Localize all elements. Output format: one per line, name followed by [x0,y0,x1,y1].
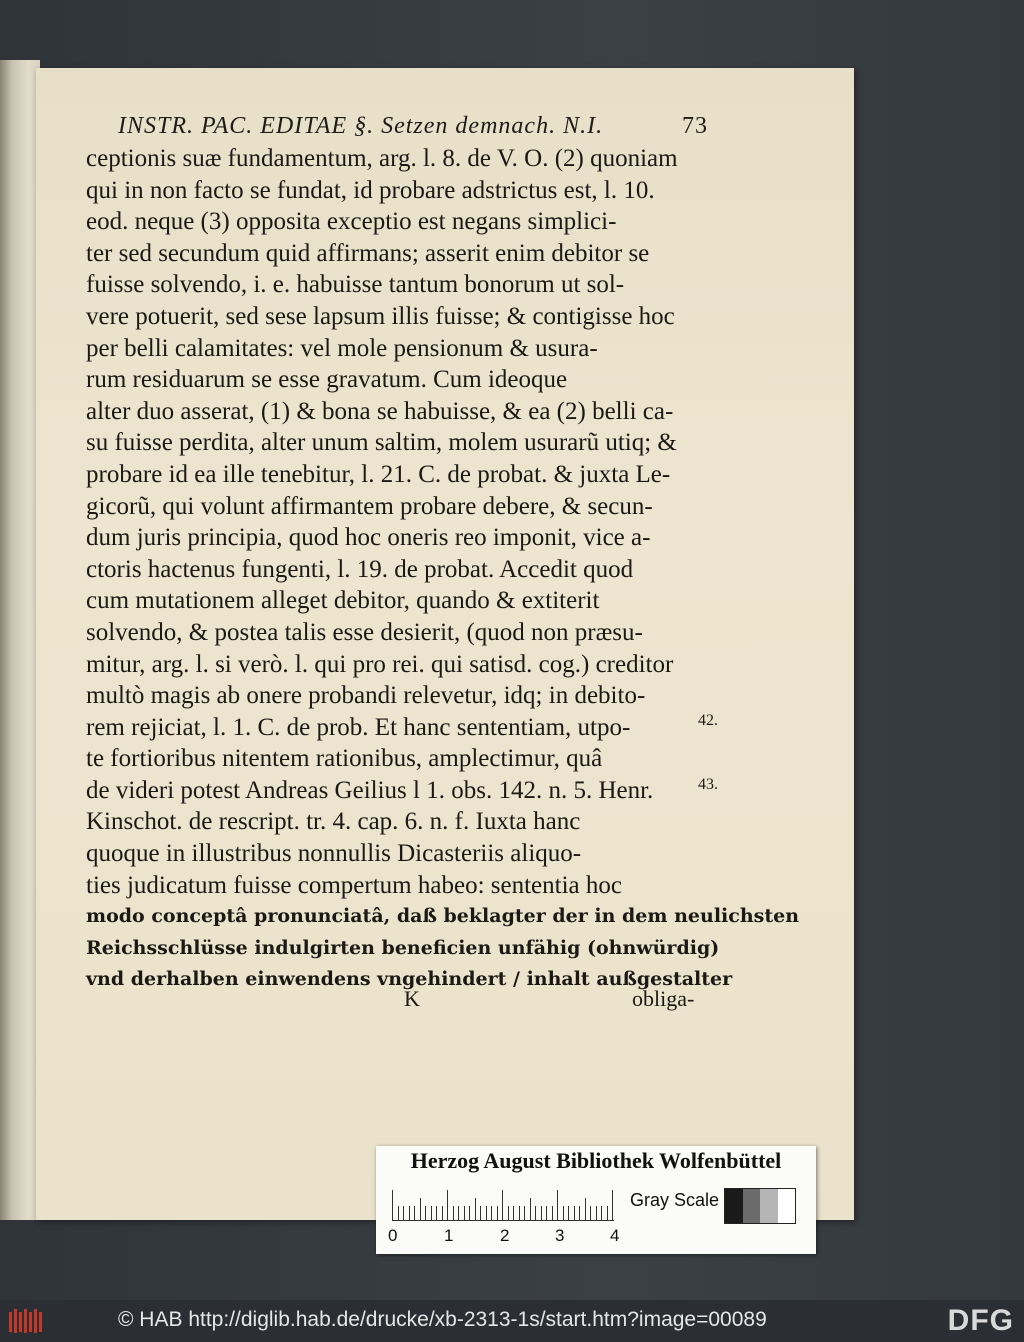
ruler-tick [447,1190,448,1220]
ruler-tick [486,1206,487,1220]
page-number: 73 [682,113,708,139]
ruler-tick [458,1206,459,1220]
text-line: dum juris principia, quod hoc oneris reo imponit, vice a- [86,524,651,552]
ruler-tick [585,1198,586,1220]
dfg-logo: DFG [947,1304,1014,1337]
text-line: modo conceptâ pronunciatâ, daß beklagter der in dem neulichsten [86,905,800,928]
text-line: multò magis ab onere probandi relevetur, idq; in debito- [86,682,646,710]
ruler-tick [480,1206,481,1220]
gray-scale-swatches [724,1188,796,1224]
ruler-tick [574,1206,575,1220]
ruler-number: 3 [555,1226,565,1245]
book-page-edges [0,60,40,1220]
ruler-tick [563,1206,564,1220]
ruler-tick [612,1190,613,1220]
ruler-tick [519,1206,520,1220]
ruler-tick [524,1206,525,1220]
ruler-number: 0 [388,1226,398,1245]
ruler-tick [453,1206,454,1220]
ruler-tick [601,1206,602,1220]
copyright-url[interactable]: © HAB http://diglib.hab.de/drucke/xb-2313-1s/start.htm?image=00089 [118,1308,767,1331]
margin-note-43: 43. [698,776,718,793]
text-line: solvendo, & postea talis esse desierit, (quod non præsu- [86,618,643,646]
ruler-tick [607,1206,608,1220]
text-line: alter duo asserat, (1) & bona se habuisse, & ea (2) belli ca- [86,397,674,425]
ruler-tick [420,1198,421,1220]
text-line: per belli calamitates: vel mole pensionum & usura- [86,334,598,362]
text-line: quoque in illustribus nonnullis Dicasteriis aliquo- [86,840,582,868]
ruler-number: 2 [500,1226,510,1245]
ruler-tick [530,1198,531,1220]
text-line: probare id ea ille tenebitur, l. 21. C. de probat. & juxta Le- [86,460,671,488]
ruler-tick [552,1206,553,1220]
hab-logo-icon [8,1306,44,1336]
ruler-tick [398,1206,399,1220]
text-line: Kinschot. de rescript. tr. 4. cap. 6. n. f. Iuxta hanc [86,808,581,836]
text-line: eod. neque (3) opposita exceptio est negans simplici- [86,208,617,236]
ruler-tick [546,1206,547,1220]
ruler-tick [513,1206,514,1220]
ruler-tick [497,1206,498,1220]
ruler-tick [535,1206,536,1220]
ruler-number: 1 [444,1226,454,1245]
text-line: ceptionis suæ fundamentum, arg. l. 8. de V. O. (2) quoniam [86,145,678,172]
text-line: de videri potest Andreas Geilius l 1. obs. 142. n. 5. Henr. [86,776,654,804]
text-line: fuisse solvendo, i. e. habuisse tantum bonorum ut sol- [86,271,625,299]
ruler-tick [392,1190,393,1220]
text-line: te fortioribus nitentem rationibus, amplectimur, quâ [86,745,603,773]
text-line: rum residuarum se esse gravatum. Cum ideoque [86,366,568,394]
ruler-tick [442,1206,443,1220]
ruler-tick [414,1206,415,1220]
text-line: cum mutationem alleget debitor, quando & extiterit [86,587,600,615]
ruler-tick [431,1206,432,1220]
text-line: ter sed secundum quid affirmans; asserit enim debitor se [86,239,650,267]
gray-scale-label: Gray Scale [630,1190,720,1210]
ruler-tick [491,1206,492,1220]
text-line: vnd derhalben einwendens vngehindert / inhalt außgestalter [86,968,733,991]
signature-mark: K [404,986,420,1011]
ruler-tick [469,1206,470,1220]
ruler-tick [596,1206,597,1220]
ruler-tick [403,1206,404,1220]
ruler-tick [541,1206,542,1220]
ruler-tick [425,1206,426,1220]
ruler-tick [568,1206,569,1220]
text-line: ctoris hactenus fungenti, l. 19. de probat. Accedit quod [86,555,634,583]
text-line: gicorũ, qui volunt affirmantem probare debere, & secun- [86,492,653,520]
gray-swatch [743,1189,761,1223]
text-line: rem rejiciat, l. 1. C. de prob. Et hanc sententiam, utpo- [86,713,631,741]
ruler-tick [409,1206,410,1220]
scale-ruler [392,1186,614,1221]
library-name: Herzog August Bibliothek Wolfenbüttel [410,1148,782,1173]
ruler-number: 4 [610,1226,620,1245]
ruler-tick [590,1206,591,1220]
ruler-tick [436,1206,437,1220]
ruler-tick [464,1206,465,1220]
ruler-tick [557,1190,558,1220]
gray-swatch [778,1189,796,1223]
text-line: ties judicatum fuisse compertum habeo: sententia hoc [86,871,622,899]
gray-swatch [725,1189,743,1223]
library-label [376,1146,816,1254]
ruler-tick [475,1198,476,1220]
viewer-footer [0,1300,1024,1342]
running-title: INSTR. PAC. EDITAE §. Setzen demnach. N.I. [118,113,604,139]
text-line: qui in non facto se fundat, id probare adstrictus est, l. 10. [86,176,655,204]
gray-swatch [760,1189,778,1223]
margin-note-42: 42. [698,712,718,729]
ruler-tick [579,1206,580,1220]
text-line: Reichsschlüsse indulgirten beneficien unfähig (ohnwürdig) [86,936,720,959]
text-line: su fuisse perdita, alter unum saltim, molem usurarũ utiq; & [86,429,677,457]
catchword: obliga- [632,986,695,1011]
ruler-tick [508,1206,509,1220]
ruler-tick [502,1190,503,1220]
text-line: mitur, arg. l. si verò. l. qui pro rei. qui satisd. cog.) creditor [86,650,674,678]
text-line: vere potuerit, sed sese lapsum illis fuisse; & contigisse hoc [86,302,675,330]
